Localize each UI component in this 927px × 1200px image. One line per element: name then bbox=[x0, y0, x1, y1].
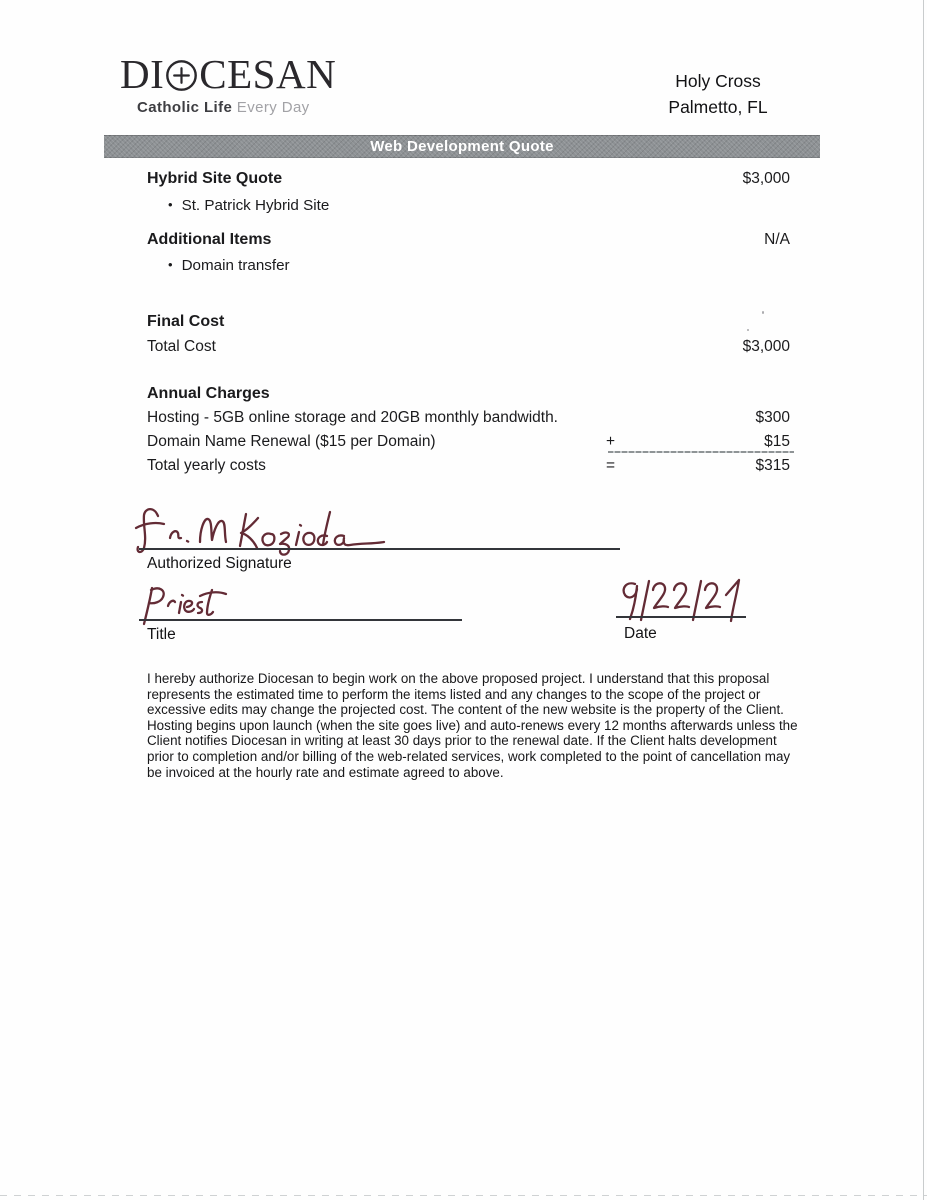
hybrid-bullet-item: • St. Patrick Hybrid Site bbox=[168, 196, 329, 214]
section-hybrid-heading-row bbox=[147, 170, 790, 188]
sum-divider-line bbox=[608, 451, 794, 453]
title-line bbox=[139, 619, 462, 621]
signature-line bbox=[139, 548, 620, 550]
client-block bbox=[648, 68, 788, 120]
section-final-heading-row bbox=[147, 313, 790, 331]
additional-heading: Additional Items bbox=[147, 231, 272, 248]
logo-text-end: CESAN bbox=[199, 51, 337, 97]
title-label: Title bbox=[147, 626, 176, 643]
total-cost-amount: $3,000 bbox=[742, 338, 790, 355]
yearly-total-row bbox=[147, 457, 790, 475]
terms-paragraph: I hereby authorize Diocesan to begin work on the above proposed project. I understand that this proposal represents the estimated time to perform the items listed and any changes to the scope of the project or excessive edits may change the projected cost. The content of the new website is the property of the Client. Hosting begins upon launch (when the site goes live) and auto-renews every 12 months afterwards unless the Client notifies Diocesan in writing at least 30 days prior to the renewal date. If the Client halts development prior to completion and/or billing of the web-related services, work completed to the point of cancellation may be invoiced at the hourly rate and estimate agreed to above. bbox=[147, 671, 798, 780]
tagline-primary: Catholic Life bbox=[137, 99, 233, 116]
hosting-label: Hosting - 5GB online storage and 20GB monthly bandwidth. bbox=[147, 409, 558, 426]
logo-text-start: DI bbox=[120, 51, 165, 97]
hosting-amount: $300 bbox=[755, 409, 790, 426]
hybrid-amount: $3,000 bbox=[742, 170, 790, 187]
logo-tagline bbox=[137, 99, 310, 116]
tagline-secondary: Every Day bbox=[236, 99, 310, 116]
client-name: Holy Cross bbox=[675, 71, 761, 91]
date-label: Date bbox=[624, 625, 657, 642]
section-additional-heading-row bbox=[147, 231, 790, 249]
client-location: Palmetto, FL bbox=[668, 97, 768, 117]
total-cost-row bbox=[147, 338, 790, 356]
final-cost-heading: Final Cost bbox=[147, 313, 225, 330]
yearly-total-label: Total yearly costs bbox=[147, 457, 266, 474]
date-line bbox=[616, 616, 746, 618]
diocesan-logo bbox=[120, 52, 336, 96]
signature-label: Authorized Signature bbox=[147, 555, 292, 572]
document-title-banner bbox=[104, 135, 820, 158]
handwritten-title bbox=[136, 582, 256, 628]
domain-renewal-label: Domain Name Renewal ($15 per Domain) bbox=[147, 433, 436, 450]
equals-operator: = bbox=[606, 457, 616, 474]
hybrid-heading: Hybrid Site Quote bbox=[147, 170, 283, 187]
additional-bullet-item: • Domain transfer bbox=[168, 256, 290, 274]
document-title: Web Development Quote bbox=[370, 138, 554, 155]
scan-edge-artifact bbox=[923, 0, 924, 1200]
annual-charges-heading: Annual Charges bbox=[147, 385, 270, 402]
domain-renewal-row bbox=[147, 433, 790, 451]
yearly-total-amount: $315 bbox=[755, 457, 790, 474]
total-cost-label: Total Cost bbox=[147, 338, 216, 355]
scan-speck bbox=[762, 311, 764, 314]
scan-speck bbox=[747, 329, 749, 331]
plus-operator: + bbox=[606, 433, 616, 450]
domain-renewal-amount: $15 bbox=[764, 433, 790, 450]
cross-in-circle-icon bbox=[165, 59, 198, 92]
additional-amount: N/A bbox=[764, 231, 790, 248]
section-annual-heading-row bbox=[147, 385, 790, 403]
hosting-row bbox=[147, 409, 790, 427]
scan-bottom-artifact bbox=[0, 1195, 927, 1196]
